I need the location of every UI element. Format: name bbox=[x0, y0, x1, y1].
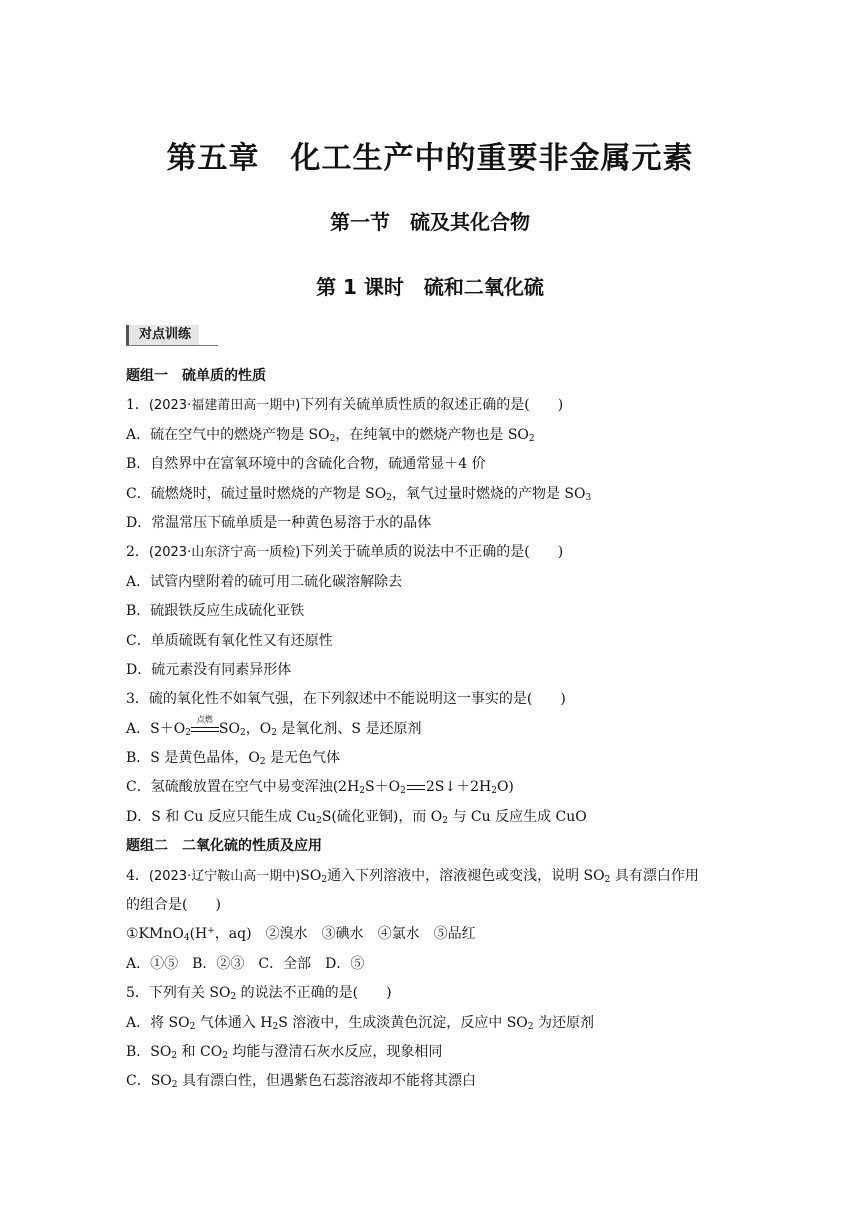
question-4-source: (2023·辽宁鞍山高一期中) bbox=[148, 868, 301, 884]
question-3-option-c: C．氢硫酸放置在空气中易变浑浊($2H_2S+O_2$ $2S↓+2H_2O$) bbox=[126, 779, 514, 797]
section-tag-underline bbox=[126, 345, 218, 346]
chapter-title: 第五章 化工生产中的重要非金属元素 bbox=[166, 141, 694, 176]
question-1-option-c: C．硫燃烧时，硫过量时燃烧的产物是 $SO_2$，氧气过量时燃烧的产物是 $SO_3$ bbox=[126, 485, 592, 503]
question-2-option-c: C．单质硫既有氧化性又有还原性 bbox=[126, 632, 333, 649]
question-2-option-d: D．硫元素没有同素异形体 bbox=[126, 661, 292, 678]
question-2-option-b: B．硫跟铁反应生成硫化亚铁 bbox=[126, 603, 305, 620]
question-5-stem: 5．下列有关 $SO_2$ 的说法不正确的是( ) bbox=[126, 985, 392, 1003]
question-2-option-a: A．试管内壁附着的硫可用二硫化碳溶解除去 bbox=[126, 573, 403, 590]
group-heading-2: 题组二 二氧化硫的性质及应用 bbox=[126, 838, 322, 855]
question-1-source: (2023·福建莆田高一期中) bbox=[148, 398, 301, 414]
question-2-stem: 2．(2023·山东济宁高一质检)下列关于硫单质的说法中不正确的是( ) bbox=[126, 544, 564, 561]
reaction-condition-arrow: 点燃 bbox=[191, 719, 219, 739]
question-5-option-c: C．$SO_2$ 具有漂白性，但遇紫色石蕊溶液却不能将其漂白 bbox=[126, 1073, 476, 1091]
question-3-option-a: A．$S+O_2$ 点燃 $SO_2$，$O_2$ 是氧化剂、S 是还原剂 bbox=[126, 714, 422, 738]
question-1-option-b: B．自然界中在富氧环境中的含硫化合物，硫通常显＋4 价 bbox=[126, 456, 486, 473]
equals-sign bbox=[407, 785, 425, 790]
question-2-source: (2023·山东济宁高一质检) bbox=[148, 545, 301, 561]
question-5-option-b: B．$SO_2$ 和 $CO_2$ 均能与澄清石灰水反应，现象相同 bbox=[126, 1043, 443, 1061]
section-title: 第一节 硫及其化合物 bbox=[330, 210, 530, 234]
exercise-content bbox=[126, 362, 746, 1097]
question-1-option-a: A．硫在空气中的燃烧产物是 $SO_2$，在纯氧中的燃烧产物也是 $SO_2$ bbox=[126, 426, 535, 444]
question-4-items: ①KMnO$_4$(H+，aq) ②溴水 ③碘水 ④氯水 ⑤品红 bbox=[126, 926, 476, 944]
question-4-options: A．①⑤ B．②③ C．全部 D．⑤ bbox=[126, 955, 365, 972]
question-5-option-a: A．将 $SO_2$ 气体通入 $H_2S$ 溶液中，生成淡黄色沉淀，反应中 $SO_2$ 为还原剂 bbox=[126, 1014, 594, 1032]
question-3-option-b: B．S 是黄色晶体，$O_2$ 是无色气体 bbox=[126, 750, 340, 768]
question-4-stem: 4．(2023·辽宁鞍山高一期中)$SO_2$通入下列溶液中，溶液褪色或变浅，说明 $SO_2$ 具有漂白作用 bbox=[126, 867, 699, 885]
question-3-option-d: D．S 和 Cu 反应只能生成 $Cu_2S$(硫化亚铜)，而 $O_2$ 与 Cu 反应生成 CuO bbox=[126, 808, 587, 826]
section-tag: 对点训练 bbox=[126, 325, 199, 345]
question-1-stem: 1．(2023·福建莆田高一期中)下列有关硫单质性质的叙述正确的是( ) bbox=[126, 397, 564, 414]
question-1-option-d: D．常温常压下硫单质是一种黄色易溶于水的晶体 bbox=[126, 514, 432, 531]
question-4-stem-cont: 的组合是( ) bbox=[126, 897, 221, 914]
group-heading-1: 题组一 硫单质的性质 bbox=[126, 368, 266, 384]
lesson-title: 第 1 课时 硫和二氧化硫 bbox=[316, 275, 544, 299]
question-3-stem: 3．硫的氧化性不如氧气强，在下列叙述中不能说明这一事实的是( ) bbox=[126, 691, 566, 708]
